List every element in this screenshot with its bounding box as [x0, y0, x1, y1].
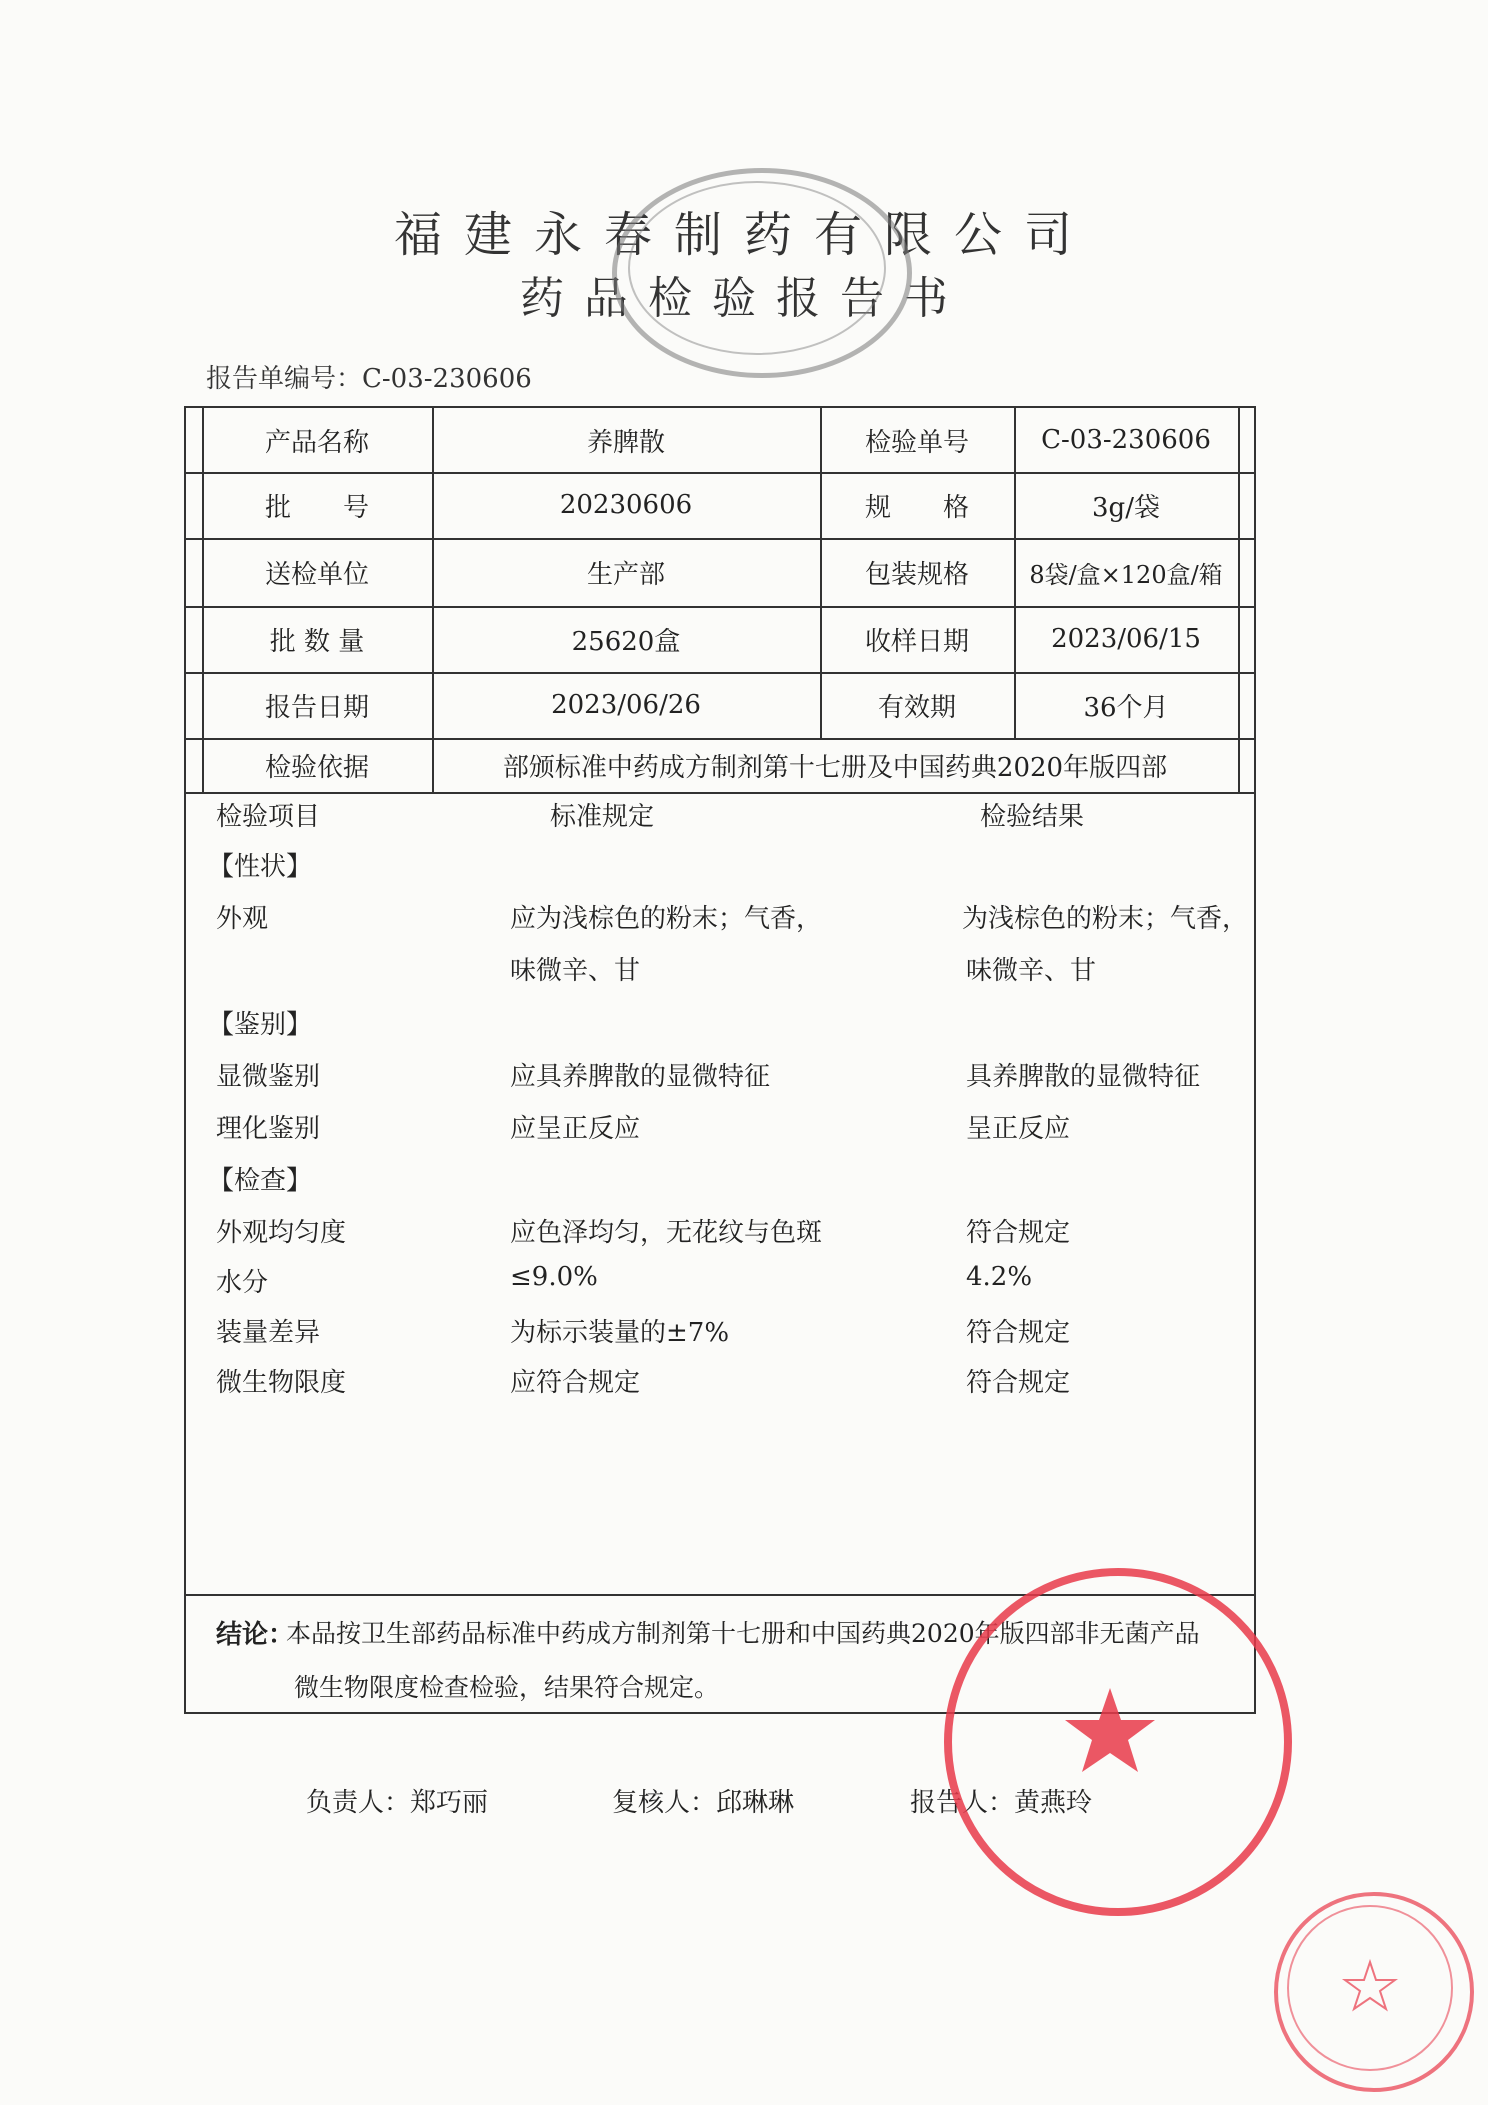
result-uniformity: 符合规定	[966, 1218, 1071, 1248]
inspection-stamp-top	[612, 168, 912, 378]
company-name: 福建永春制药有限公司	[393, 207, 1094, 263]
label-product-name: 产品名称	[264, 427, 369, 458]
label-report-date: 报告日期	[264, 692, 369, 723]
result-microbial-limit: 符合规定	[966, 1368, 1071, 1398]
value-sample-date: 2023/06/15	[1051, 624, 1201, 654]
result-physicochemical: 呈正反应	[966, 1114, 1071, 1144]
section-inspection: 【检查】	[208, 1166, 313, 1196]
standard-appearance-2: 味微辛、甘	[510, 956, 641, 986]
document-title: 药品检验报告书	[520, 273, 968, 324]
label-specification: 规 格	[864, 492, 969, 523]
column-standard: 标准规定	[550, 802, 655, 832]
label-sample-date: 收样日期	[864, 626, 969, 657]
label-basis: 检验依据	[264, 752, 369, 783]
standard-microbial-limit: 应符合规定	[510, 1368, 641, 1398]
value-batch-no: 20230606	[559, 490, 693, 520]
column-result: 检验结果	[980, 802, 1085, 832]
column-item: 检验项目	[216, 802, 321, 832]
result-microscopic: 具养脾散的显微特征	[966, 1062, 1201, 1092]
item-appearance: 外观	[216, 904, 269, 934]
conclusion-line-1: 本品按卫生部药品标准中药成方制剂第十七册和中国药典2020年版四部非无菌产品	[286, 1619, 1200, 1648]
responsible-person: 负责人：郑巧丽	[306, 1788, 489, 1818]
item-fill-variation: 装量差异	[216, 1318, 321, 1348]
item-moisture: 水分	[216, 1268, 269, 1298]
standard-microscopic: 应具养脾散的显微特征	[510, 1062, 771, 1092]
label-validity: 有效期	[877, 692, 956, 723]
label-batch-quantity: 批 数 量	[269, 626, 365, 657]
item-uniformity: 外观均匀度	[216, 1218, 347, 1248]
standard-physicochemical: 应呈正反应	[510, 1114, 641, 1144]
reporter: 报告人：黄燕玲	[910, 1788, 1093, 1818]
item-microscopic: 显微鉴别	[216, 1062, 321, 1092]
result-moisture: 4.2%	[966, 1262, 1033, 1292]
item-physicochemical: 理化鉴别	[216, 1114, 321, 1144]
standard-appearance-1: 应为浅棕色的粉末；气香，	[510, 904, 823, 934]
value-packaging: 8袋/盒×120盒/箱	[1029, 560, 1223, 589]
label-batch-no: 批 号	[264, 492, 369, 523]
conclusion-label: 结论：	[216, 1620, 295, 1650]
section-traits: 【性状】	[208, 852, 313, 882]
value-specification: 3g/袋	[1092, 492, 1160, 523]
quality-management-stamp	[944, 1568, 1292, 1916]
value-basis: 部颁标准中药成方制剂第十七册及中国药典2020年版四部	[502, 752, 1168, 783]
stamp-star-icon	[944, 1568, 1276, 1900]
report-number: 报告单编号：C-03-230606	[206, 364, 532, 394]
item-microbial-limit: 微生物限度	[216, 1368, 347, 1398]
value-submitting-unit: 生产部	[586, 559, 665, 590]
label-submitting-unit: 送检单位	[264, 559, 369, 590]
label-packaging: 包装规格	[864, 559, 969, 590]
value-product-name: 养脾散	[586, 427, 665, 458]
standard-fill-variation: 为标示装量的±7%	[510, 1318, 730, 1348]
label-inspection-no: 检验单号	[864, 427, 969, 458]
result-appearance-1: 为浅棕色的粉末；气香，	[962, 904, 1249, 934]
corner-stamp-star-icon	[1274, 1892, 1466, 2084]
value-validity: 36个月	[1083, 692, 1169, 723]
reviewer: 复核人：邱琳琳	[612, 1788, 795, 1818]
section-identification: 【鉴别】	[208, 1010, 313, 1040]
corner-inspection-stamp	[1274, 1892, 1474, 2092]
standard-uniformity: 应色泽均匀，无花纹与色斑	[510, 1218, 823, 1248]
report-frame	[184, 406, 1256, 1714]
conclusion-line-2: 微生物限度检查检验，结果符合规定。	[294, 1673, 720, 1702]
result-appearance-2: 味微辛、甘	[966, 956, 1097, 986]
stamp-top-graphic	[612, 168, 902, 368]
standard-moisture: ≤9.0%	[510, 1262, 598, 1292]
result-fill-variation: 符合规定	[966, 1318, 1071, 1348]
value-inspection-no: C-03-230606	[1041, 425, 1211, 455]
value-report-date: 2023/06/26	[551, 690, 701, 720]
value-batch-quantity: 25620盒	[571, 626, 681, 657]
